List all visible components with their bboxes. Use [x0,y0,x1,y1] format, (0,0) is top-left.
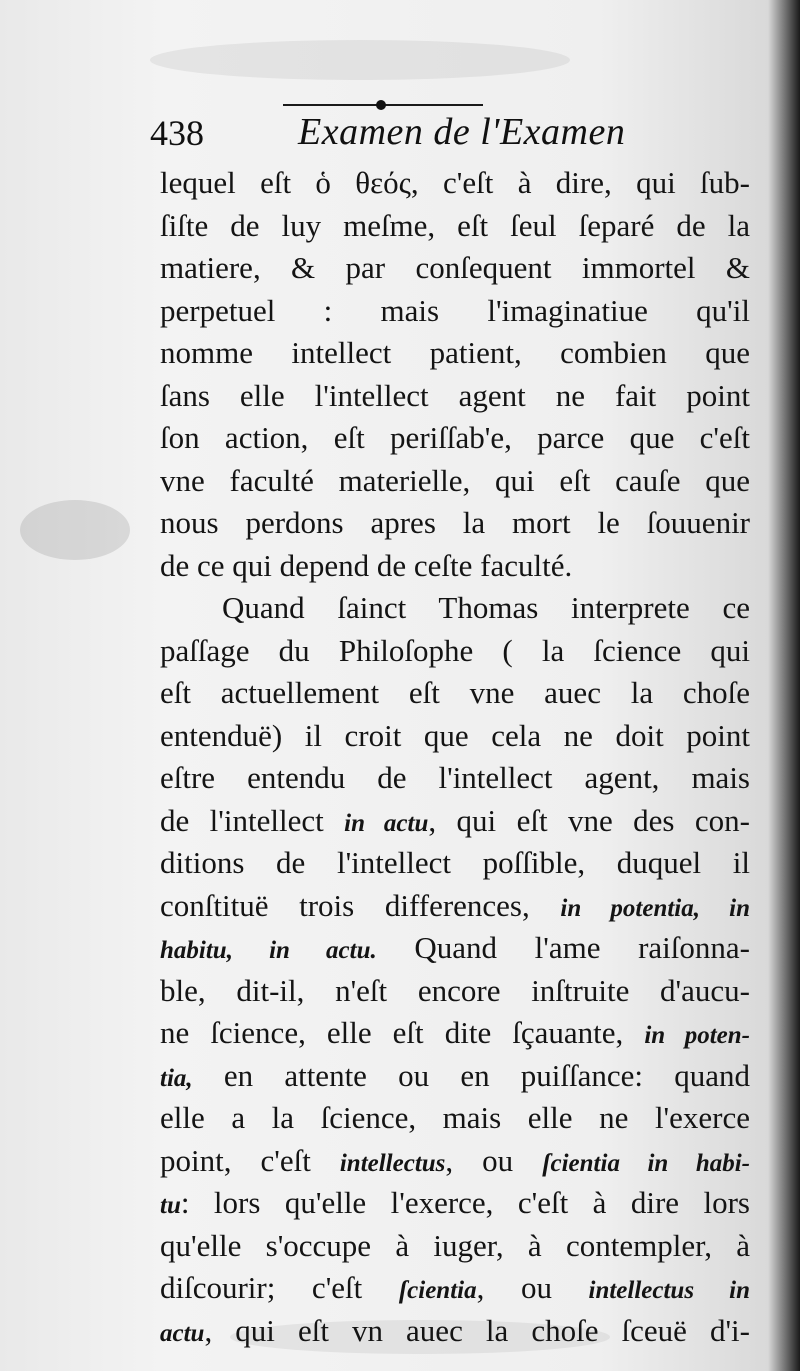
text-line [160,630,750,673]
text-run: ne ſcience, elle eſt dite ſçauante, [160,1015,645,1050]
text-run: ὁ θεός [315,165,411,200]
page-number: 438 [150,113,204,153]
text-run: , ou [445,1142,543,1178]
page-header [150,100,650,160]
header-ornament [376,100,386,110]
text-run: Quand ſainct Thomas interprete ce [222,590,750,625]
text-run: ſans elle l'intellect agent ne fait point [160,377,750,413]
italic-phrase: ſcientia in habi- [542,1149,750,1177]
text-run: Quand l'ame raiſonna- [376,930,750,965]
text-run: ſiſte de luy meſme, eſt ſeul ſeparé de la [160,207,750,243]
text-run: eſtre entendu de l'intellect agent, mais [160,760,750,795]
italic-phrase: actu [160,1319,205,1347]
text-line [160,1310,750,1353]
italic-phrase: intellectus [339,1149,446,1177]
text-run: : lors qu'elle l'exerce, c'eſt à dire lors [180,1185,750,1220]
text-line [160,842,750,885]
text-line [160,1140,750,1183]
text-line [160,970,750,1013]
text-line [160,1055,750,1098]
text-run: perpetuel : mais l'imaginatiue qu'il [160,292,750,328]
text-run: eſt actuellement eſt vne auec la choſe [160,675,750,710]
text-run: de l'intellect [160,802,345,838]
text-line [160,1225,750,1268]
text-line [160,800,750,843]
ink-stain [20,500,130,560]
text-run: ſon action, eſt periſſab'e, parce que c'eſt [160,420,750,455]
italic-phrase: tu [160,1192,181,1219]
italic-phrase: intellectus in [588,1277,750,1304]
text-line [160,205,750,248]
text-line [160,587,750,630]
ink-stain [150,40,570,80]
text-run: ditions de l'intellect poſſible, duquel il [160,845,750,880]
text-run: matiere, & par conſequent immortel & [160,250,750,285]
text-line [160,757,750,800]
text-line [160,332,750,375]
text-run: diſcourir; c'eſt [160,1270,399,1305]
body-text [160,162,750,1352]
text-line [160,715,750,758]
text-line [160,1267,750,1310]
text-run: elle a la ſcience, mais elle ne l'exerce [160,1100,750,1135]
text-line [160,375,750,418]
text-run: point, c'eſt [160,1142,340,1178]
text-run: en attente ou en puiſſance: quand [192,1057,750,1093]
text-line [160,927,750,970]
running-title: Examen de l'Examen [298,111,626,153]
text-line [160,1012,750,1055]
italic-phrase: ſcientia [398,1277,477,1304]
italic-phrase: habitu, in actu. [160,937,377,964]
text-run: paſſage du Philoſophe ( la ſcience qui [160,632,750,668]
text-line [160,545,750,588]
text-run: , qui eſt vne des con- [428,802,750,838]
text-run: conſtituë trois differences, [160,887,561,923]
text-run: , qui eſt vn auec la choſe ſceuë d'i- [204,1312,750,1348]
text-run: de ce qui depend de ceſte faculté. [160,547,573,583]
text-line [160,1182,750,1225]
text-line [160,417,750,460]
text-run: ble, dit-il, n'eſt encore inſtruite d'aucu- [160,972,750,1008]
italic-phrase: tia, [160,1064,193,1092]
text-line [160,247,750,290]
text-line [160,502,750,545]
italic-phrase: in potentia, in [560,894,750,922]
text-run: nomme intellect patient, combien que [160,335,750,370]
italic-phrase: in actu [344,809,429,837]
text-run: , ou [476,1270,589,1305]
text-run: vne faculté materielle, qui eſt cauſe que [160,462,750,498]
text-line [160,1097,750,1140]
text-line [160,162,750,205]
italic-phrase: in poten- [644,1022,750,1049]
text-line [160,460,750,503]
text-line [160,672,750,715]
text-line [160,885,750,928]
text-run: , c'eſt à dire, qui ſub- [410,165,750,200]
text-run: entenduë) il croit que cela ne doit point [160,717,750,753]
text-line [160,290,750,333]
text-run: lequel eſt [160,165,316,200]
text-run: qu'elle s'occupe à iuger, à contempler, à [160,1227,750,1263]
text-run: nous perdons apres la mort le ſouuenir [160,505,750,540]
